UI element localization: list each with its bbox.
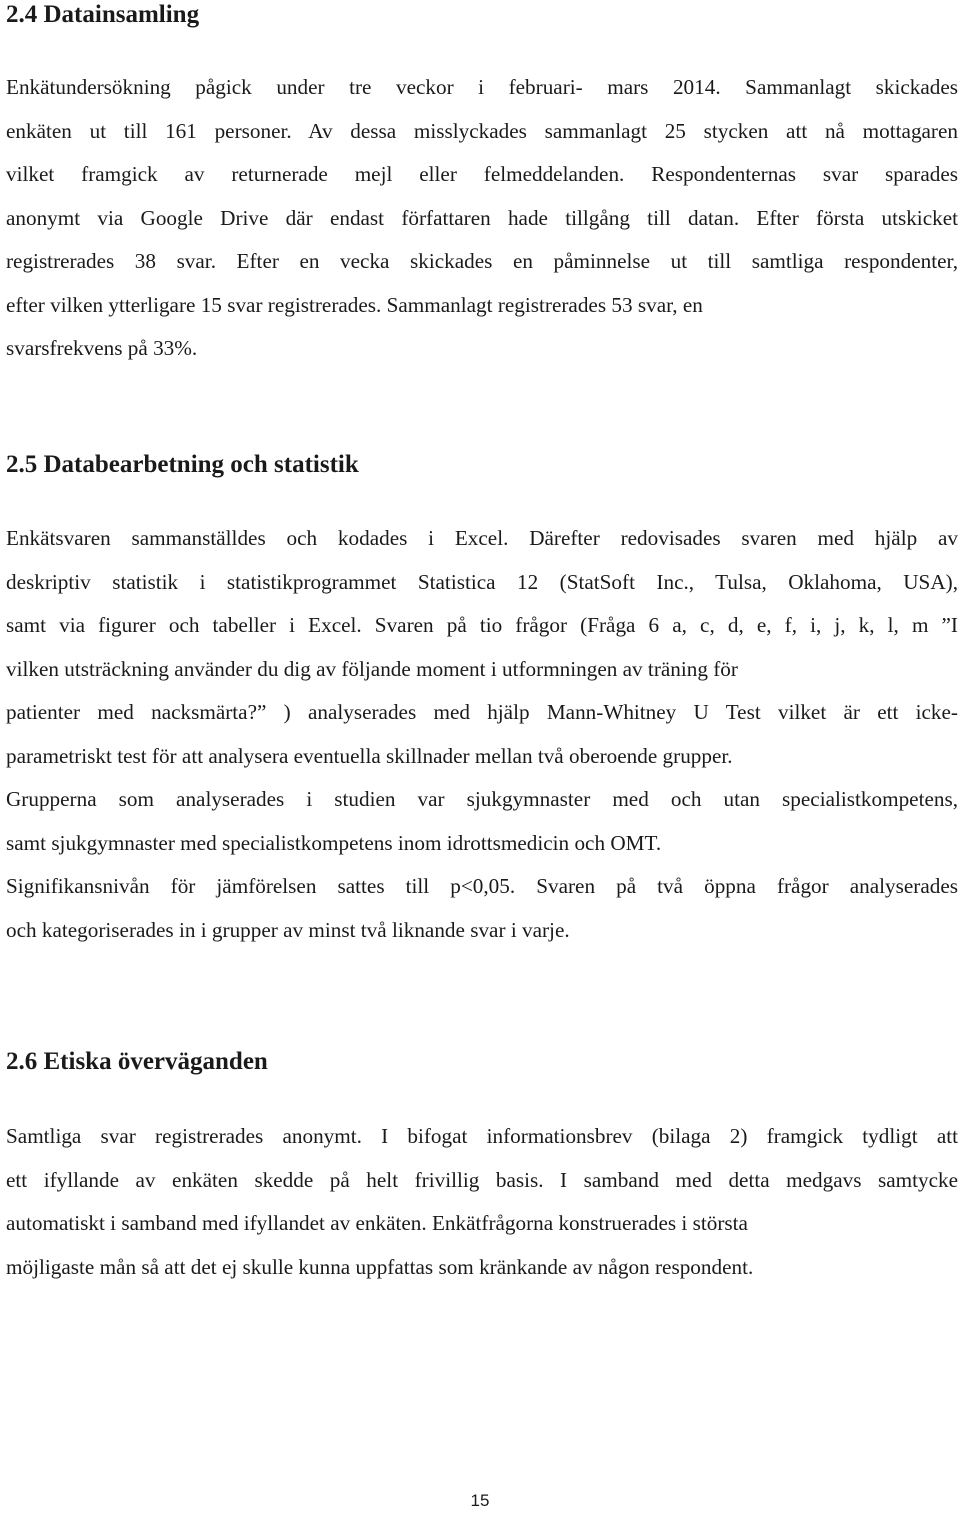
paragraph-line: möjligaste mån så att det ej skulle kunna uppfattas som kränkande av någon respondent. bbox=[6, 1254, 754, 1279]
section-heading: 2.5 Databearbetning och statistik bbox=[6, 451, 359, 478]
section-datainsamling bbox=[6, 0, 958, 360]
paragraph-line: vilken utsträckning använder du dig av följande moment i utformningen av träning för bbox=[6, 656, 738, 681]
paragraph-line: automatiskt i samband med ifyllandet av enkäten. Enkätfrågorna konstruerades i största bbox=[6, 1211, 748, 1235]
section-databearbetning bbox=[6, 450, 958, 942]
section-paragraph bbox=[6, 523, 958, 958]
section-heading: 2.4 Datainsamling bbox=[6, 1, 200, 28]
paragraph-line: ett ifyllande av enkäten skedde på helt frivillig basis. I samband med detta medgavs samtycke bbox=[6, 1167, 958, 1192]
section-heading: 2.6 Etiska överväganden bbox=[6, 1048, 268, 1075]
paragraph-line: registrerades 38 svar. Efter en vecka skickades en påminnelse ut till samtliga respondenter, bbox=[6, 249, 958, 273]
paragraph-line: enkäten ut till 161 personer. Av dessa misslyckades sammanlagt 25 stycken att nå mottagaren bbox=[6, 118, 958, 143]
paragraph-line: och kategoriserades in i grupper av minst två liknande svar i varje. bbox=[6, 917, 570, 942]
page-number: 15 bbox=[470, 1491, 490, 1510]
section-paragraph bbox=[6, 72, 958, 377]
paragraph-line: Samtliga svar registrerades anonymt. I bifogat informationsbrev (bilaga 2) framgick tydligt att bbox=[6, 1124, 958, 1148]
section-paragraph bbox=[6, 1121, 958, 1295]
paragraph-line: deskriptiv statistik i statistikprogrammet Statistica 12 (StatSoft Inc., Tulsa, Oklahoma, USA), bbox=[6, 569, 958, 594]
paragraph-line: Signifikansnivån för jämförelsen sattes till p<0,05. Svaren på två öppna frågor analyserades bbox=[6, 874, 958, 898]
paragraph-line: anonymt via Google Drive där endast författaren hade tillgång till datan. Efter första utskicket bbox=[6, 205, 958, 230]
paragraph-line: patienter med nacksmärta?” ) analyserades med hjälp Mann-Whitney U Test vilket är ett icke- bbox=[6, 700, 958, 724]
paragraph-line: Enkätundersökning pågick under tre veckor i februari- mars 2014. Sammanlagt skickades bbox=[6, 75, 958, 99]
paragraph-line: Enkätsvaren sammanställdes och kodades i Excel. Därefter redovisades svaren med hjälp av bbox=[6, 526, 958, 550]
paragraph-line: parametriskt test för att analysera eventuella skillnader mellan två oberoende grupper. bbox=[6, 743, 733, 768]
paragraph-line: Grupperna som analyserades i studien var sjukgymnaster med och utan specialistkompetens, bbox=[6, 787, 958, 811]
paragraph-line: vilket framgick av returnerade mejl eller felmeddelanden. Respondenternas svar sparades bbox=[6, 162, 958, 186]
paragraph-line: efter vilken ytterligare 15 svar registrerades. Sammanlagt registrerades 53 svar, en bbox=[6, 292, 703, 317]
paragraph-line: samt via figurer och tabeller i Excel. Svaren på tio frågor (Fråga 6 a, c, d, e, f, i, j, k, l, m ”I bbox=[6, 613, 958, 637]
paragraph-line: samt sjukgymnaster med specialistkompetens inom idrottsmedicin och OMT. bbox=[6, 830, 662, 855]
paragraph-line: svarsfrekvens på 33%. bbox=[6, 336, 198, 360]
section-etiska bbox=[6, 1047, 958, 1279]
